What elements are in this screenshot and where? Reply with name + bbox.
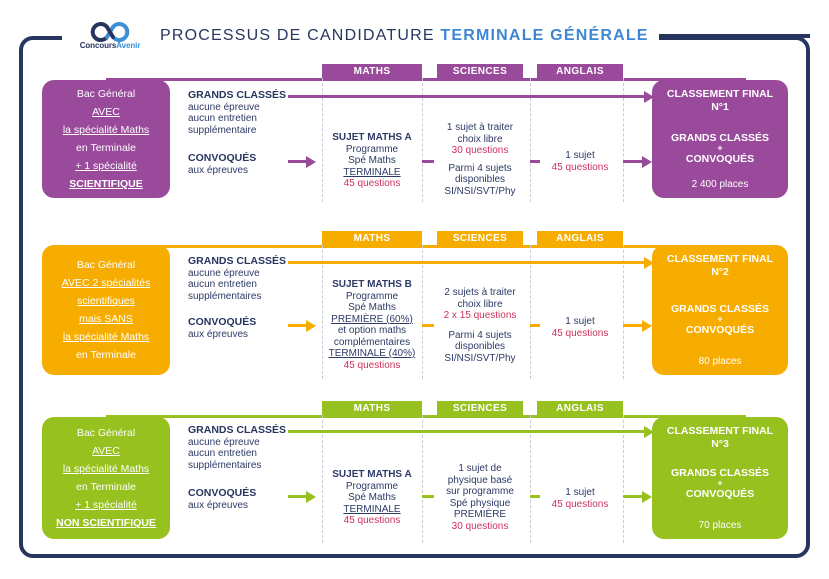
arrow-head-icon <box>642 491 652 503</box>
ang-line: 1 sujet <box>565 150 595 161</box>
sci-line: SI/NSI/SVT/Phy <box>444 185 516 197</box>
tab-maths: MATHS <box>322 401 422 415</box>
header <box>62 14 659 58</box>
profile-line: en Terminale <box>76 349 136 361</box>
tab-maths: MATHS <box>322 64 422 78</box>
profile-box <box>42 417 170 539</box>
gc-line: supplémentaires <box>188 459 262 471</box>
grands-classes-label: GRANDS CLASSÉS <box>188 424 287 436</box>
profile-line: en Terminale <box>76 142 136 154</box>
ang-questions: 45 questions <box>551 327 609 339</box>
sci-line: choix libre <box>457 133 503 145</box>
sci-line: choix libre <box>457 298 503 310</box>
tab-anglais: ANGLAIS <box>537 401 623 415</box>
profile-line: en Terminale <box>76 481 136 493</box>
maths-questions: 45 questions <box>343 515 401 526</box>
places-count: 2 400 places <box>691 179 749 190</box>
maths-questions: 45 questions <box>343 359 401 371</box>
sci-questions: 30 questions <box>451 145 509 156</box>
profile-box <box>42 245 170 375</box>
sci-line: Parmi 4 sujets <box>448 329 512 341</box>
anglais-subject <box>537 316 623 339</box>
gc-line: aucun entretien <box>188 279 257 290</box>
maths-line: Programme <box>345 480 399 492</box>
maths-line: complémentaires <box>333 336 411 348</box>
profile-line: Bac Général <box>76 88 136 100</box>
spacer <box>427 322 533 330</box>
sci-line: SI/NSI/SVT/Phy <box>444 352 516 364</box>
maths-line: Spé Maths <box>348 492 396 503</box>
profile-line: NON SCIENTIFIQUE <box>56 517 156 529</box>
classement-box <box>652 80 788 198</box>
section-top-line <box>106 78 746 81</box>
ang-questions: 45 questions <box>551 498 609 510</box>
sci-line: Spé physique <box>449 497 511 509</box>
classement-composition: GRANDS CLASSÉS + CONVOQUÉS <box>670 303 769 336</box>
profile-line: + 1 spécialité <box>75 499 137 511</box>
sci-line: physique basé <box>447 474 513 486</box>
column-divider <box>623 245 624 379</box>
classement-title: CLASSEMENT FINAL N°1 <box>666 88 774 113</box>
profile-line: scientifiques <box>77 295 135 307</box>
gc-line: supplémentaires <box>188 290 262 302</box>
convoques-line: aux épreuves <box>188 328 249 340</box>
ang-line: 1 sujet <box>565 487 595 498</box>
grands-classes-arrow <box>288 261 644 264</box>
profile-line: + 1 spécialité <box>75 160 137 172</box>
ang-questions: 45 questions <box>551 161 609 173</box>
sci-line: disponibles <box>454 341 506 352</box>
profile-line: AVEC 2 spécialités <box>61 277 151 289</box>
sciences-subject <box>427 287 533 364</box>
maths-line: TERMINALE (40%) <box>328 348 416 359</box>
sci-line: Parmi 4 sujets <box>448 162 512 174</box>
sci-line: disponibles <box>454 174 506 185</box>
profile-line: mais SANS <box>79 313 133 325</box>
classement-box <box>652 417 788 539</box>
profile-line: la spécialité Maths <box>62 463 150 475</box>
classement-composition: GRANDS CLASSÉS + CONVOQUÉS <box>670 132 769 165</box>
gc-line: aucune épreuve <box>188 101 260 113</box>
convoques-block <box>188 488 256 511</box>
convoques-block <box>188 153 256 176</box>
maths-line: SUJET MATHS B <box>332 279 412 290</box>
section-top-line <box>106 415 746 418</box>
profile-line: SCIENTIFIQUE <box>69 178 143 190</box>
tab-sciences: SCIENCES <box>437 401 523 415</box>
sciences-subject <box>427 122 533 197</box>
maths-line: Spé Maths <box>348 155 396 166</box>
ang-line: 1 sujet <box>565 316 595 327</box>
column-divider <box>623 415 624 543</box>
anglais-subject <box>537 487 623 510</box>
convoques-block <box>188 317 256 340</box>
section-2 <box>0 231 829 381</box>
sci-questions: 2 x 15 questions <box>443 310 517 321</box>
tab-sciences: SCIENCES <box>437 231 523 245</box>
maths-line: SUJET MATHS A <box>332 469 412 480</box>
sciences-subject <box>427 463 533 532</box>
convoques-line: aux épreuves <box>188 499 249 511</box>
anglais-subject <box>537 150 623 173</box>
classement-title: CLASSEMENT FINAL N°2 <box>666 253 774 278</box>
sci-line: 1 sujet de <box>458 463 502 474</box>
grands-classes-block <box>188 256 286 302</box>
profile-line: AVEC <box>92 106 120 118</box>
maths-line: PREMIÈRE (60%) <box>331 313 413 325</box>
arrow-head-icon <box>306 156 316 168</box>
profile-line: AVEC <box>92 445 120 457</box>
arrow-head-icon <box>306 320 316 332</box>
profile-line: la spécialité Maths <box>62 331 150 343</box>
maths-line: et option maths <box>337 325 407 336</box>
classement-box <box>652 245 788 375</box>
gc-line: supplémentaire <box>188 124 257 136</box>
profile-line: la spécialité Maths <box>62 124 150 136</box>
maths-subject <box>322 279 422 371</box>
gc-line: aucune épreuve <box>188 436 260 448</box>
arrow-head-icon <box>642 320 652 332</box>
page-title: PROCESSUS DE CANDIDATURE TERMINALE GÉNÉRALE <box>160 27 649 44</box>
tab-maths: MATHS <box>322 231 422 245</box>
convoques-line: aux épreuves <box>188 164 249 176</box>
maths-line: Spé Maths <box>348 302 396 313</box>
places-count: 70 places <box>698 520 742 531</box>
grands-classes-block <box>188 90 286 136</box>
classement-composition: GRANDS CLASSÉS + CONVOQUÉS <box>670 467 769 500</box>
maths-line: Programme <box>345 290 399 302</box>
tab-anglais: ANGLAIS <box>537 64 623 78</box>
classement-title: CLASSEMENT FINAL N°3 <box>666 425 774 450</box>
grands-classes-arrow <box>288 430 644 433</box>
gc-line: aucune épreuve <box>188 267 260 279</box>
section-top-line <box>106 245 746 248</box>
arrow-head-icon <box>642 156 652 168</box>
sci-questions: 30 questions <box>451 520 509 532</box>
logo-mark-icon <box>89 22 131 42</box>
grands-classes-arrow <box>288 95 644 98</box>
tab-sciences: SCIENCES <box>437 64 523 78</box>
maths-line: TERMINALE <box>343 166 401 178</box>
arrow-head-icon <box>306 491 316 503</box>
maths-questions: 45 questions <box>343 178 401 189</box>
convoques-label: CONVOQUÉS <box>188 152 257 164</box>
section-3 <box>0 401 829 546</box>
gc-line: aucun entretien <box>188 113 257 124</box>
profile-line: Bac Général <box>76 427 136 439</box>
profile-box <box>42 80 170 198</box>
gc-line: aucun entretien <box>188 448 257 459</box>
sci-line: PREMIÈRE <box>453 509 507 520</box>
sci-line: 1 sujet à traiter <box>446 122 514 133</box>
grands-classes-block <box>188 425 286 471</box>
profile-line: Bac Général <box>76 259 136 271</box>
logo <box>70 22 150 50</box>
grands-classes-label: GRANDS CLASSÉS <box>188 255 287 267</box>
logo-brand: ConcoursAvenir <box>79 41 141 50</box>
maths-subject <box>322 132 422 190</box>
convoques-label: CONVOQUÉS <box>188 487 257 499</box>
column-divider <box>422 415 423 543</box>
maths-subject <box>322 469 422 527</box>
maths-line: Programme <box>345 143 399 155</box>
maths-line: SUJET MATHS A <box>332 132 412 143</box>
grands-classes-label: GRANDS CLASSÉS <box>188 89 287 101</box>
maths-line: TERMINALE <box>343 503 401 515</box>
column-divider <box>422 245 423 379</box>
section-1 <box>0 64 829 204</box>
sci-line: 2 sujets à traiter <box>444 287 516 298</box>
convoques-label: CONVOQUÉS <box>188 316 257 328</box>
tab-anglais: ANGLAIS <box>537 231 623 245</box>
sci-line: sur programme <box>446 486 514 497</box>
places-count: 80 places <box>698 356 742 367</box>
